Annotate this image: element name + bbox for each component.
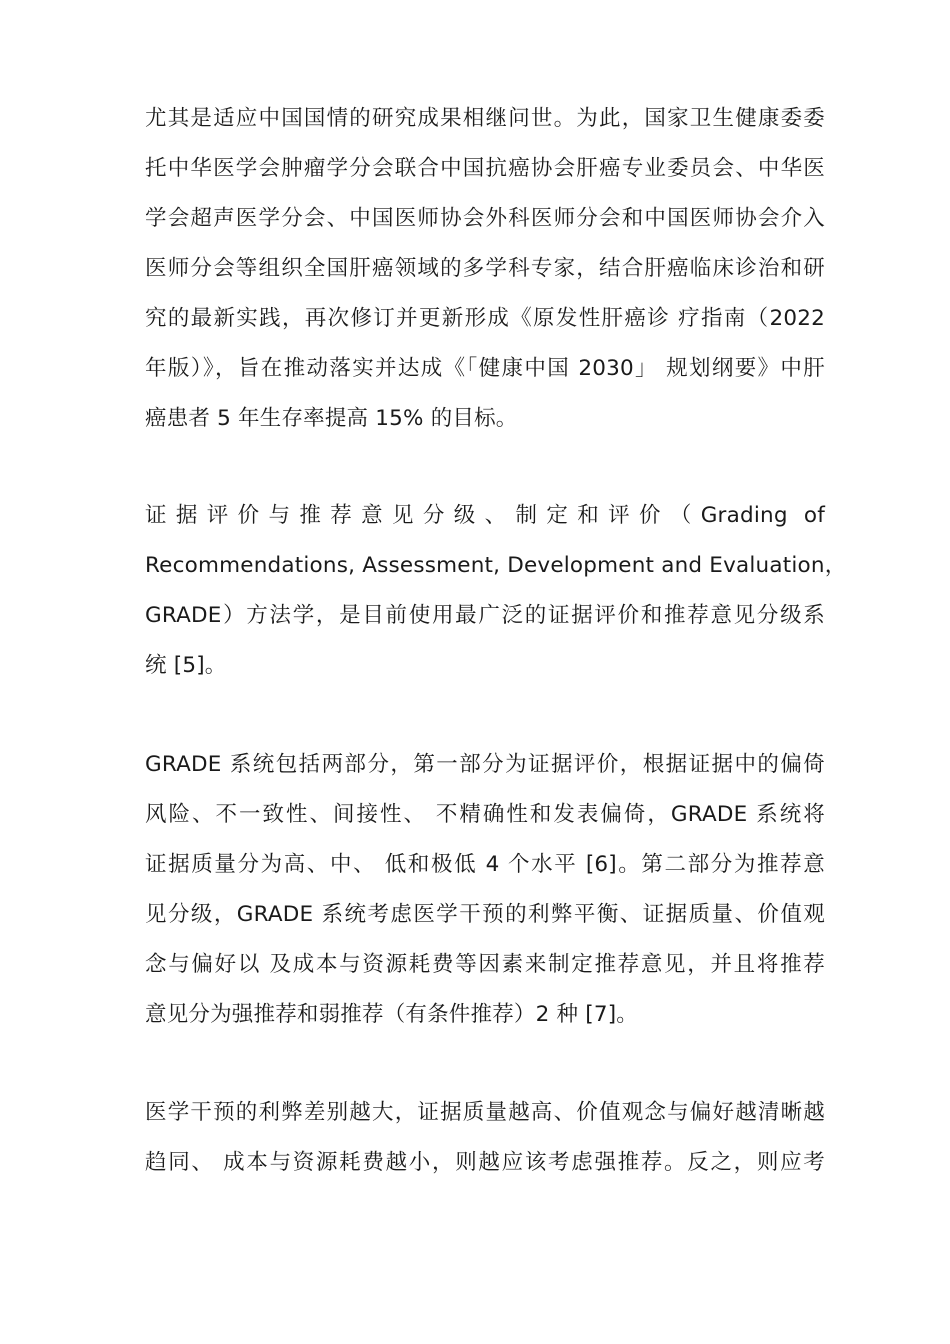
text-line: 学会超声医学分会、中国医师协会外科医师分会和中国医师协会介入 — [145, 206, 825, 231]
text-line: 意见分为强推荐和弱推荐（有条件推荐）2 种 [7]。 — [145, 1002, 639, 1027]
text-line: 风险、不一致性、间接性、 不精确性和发表偏倚，GRADE 系统将 — [145, 802, 825, 827]
text-line: 证据质量分为高、中、 低和极低 4 个水平 [6]。第二部分为推荐意 — [145, 852, 825, 877]
text-line: GRADE）方法学，是目前使用最广泛的证据评价和推荐意见分级系 — [145, 603, 825, 628]
text-line: 见分级，GRADE 系统考虑医学干预的利弊平衡、证据质量、价值观 — [145, 902, 825, 927]
text-line: 医学干预的利弊差别越大，证据质量越高、价值观念与偏好越清晰越 — [145, 1100, 825, 1125]
text-line: 统 [5]。 — [145, 653, 227, 678]
text-line: 癌患者 5 年生存率提高 15% 的目标。 — [145, 406, 518, 431]
text-line: Recommendations, Assessment, Development and Evaluation， — [145, 553, 847, 578]
paragraph-grade-definition — [145, 491, 847, 691]
text-line: 证据评价与推荐意见分级、制定和评价（Grading of — [145, 503, 825, 528]
paragraph-recommendation-strength — [145, 1088, 825, 1188]
text-line: 究的最新实践，再次修订并更新形成《原发性肝癌诊 疗指南（2022 — [145, 306, 825, 331]
text-line: 医师分会等组织全国肝癌领域的多学科专家，结合肝癌临床诊治和研 — [145, 256, 825, 281]
text-line: 趋同、 成本与资源耗费越小，则越应该考虑强推荐。反之，则应考 — [145, 1150, 825, 1175]
text-line: GRADE 系统包括两部分，第一部分为证据评价，根据证据中的偏倚 — [145, 752, 825, 777]
text-line: 年版）》，旨在推动落实并达成《「健康中国 2030」 规划纲要》中肝 — [145, 356, 825, 381]
paragraph-liver-cancer-guideline — [145, 94, 825, 444]
text-line: 尤其是适应中国国情的研究成果相继问世。为此，国家卫生健康委委 — [145, 106, 825, 131]
paragraph-grade-system-parts — [145, 740, 825, 1040]
text-line: 托中华医学会肿瘤学分会联合中国抗癌协会肝癌专业委员会、中华医 — [145, 156, 825, 181]
text-line: 念与偏好以 及成本与资源耗费等因素来制定推荐意见，并且将推荐 — [145, 952, 825, 977]
